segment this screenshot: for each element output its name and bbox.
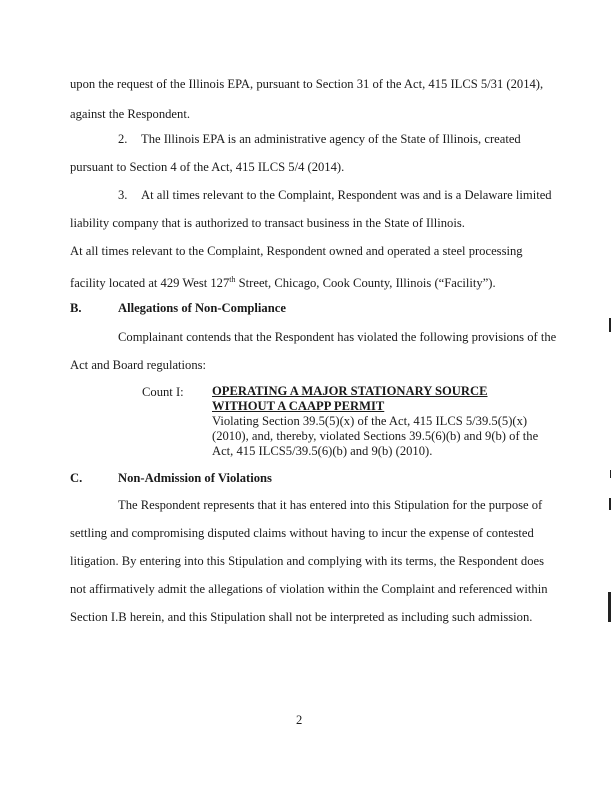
section-b-letter: B. bbox=[70, 301, 82, 315]
scan-edge-mark bbox=[609, 498, 611, 510]
count-desc-line-1: Violating Section 39.5(5)(x) of the Act, 415 ILCS 5/39.5(5)(x) bbox=[212, 414, 528, 428]
paragraph-3-line-1: At all times relevant to the Complaint, Respondent was and is a Delaware limited bbox=[141, 188, 552, 202]
count-block bbox=[212, 384, 538, 459]
paragraph-1-line-1: upon the request of the Illinois EPA, pursuant to Section 31 of the Act, 415 ILCS 5/31 (2014), bbox=[70, 77, 544, 91]
paragraph-3-line-2: liability company that is authorized to transact business in the State of Illinois. bbox=[70, 216, 465, 230]
count-label: Count I: bbox=[142, 385, 184, 399]
count-desc-line-2: (2010), and, thereby, violated Sections 39.5(6)(b) and 9(b) of the bbox=[212, 429, 539, 443]
section-c-heading: Non-Admission of Violations bbox=[118, 471, 272, 485]
count-title-line-2: WITHOUT A CAAPP PERMIT bbox=[212, 399, 385, 413]
section-b-heading: Allegations of Non-Compliance bbox=[118, 301, 286, 315]
page-number: 2 bbox=[296, 713, 303, 727]
paragraph-1-line-2: against the Respondent. bbox=[70, 107, 190, 121]
scan-edge-mark bbox=[609, 318, 611, 332]
paragraph-2-number: 2. bbox=[118, 132, 128, 146]
section-c-line-5: Section I.B herein, and this Stipulation shall not be interpreted as including such admission. bbox=[70, 610, 533, 624]
section-c-line-4: not affirmatively admit the allegations of violation within the Complaint and referenced within bbox=[70, 582, 548, 596]
paragraph-3-number: 3. bbox=[118, 188, 128, 202]
section-c-letter: C. bbox=[70, 471, 83, 485]
section-b-body-line-2: Act and Board regulations: bbox=[70, 358, 207, 372]
count-title-line-1: OPERATING A MAJOR STATIONARY SOURCE bbox=[212, 384, 488, 398]
section-c-line-3: litigation. By entering into this Stipulation and complying with its terms, the Respondent does bbox=[70, 554, 544, 568]
scan-edge-mark bbox=[608, 592, 611, 622]
section-c-line-1: The Respondent represents that it has entered into this Stipulation for the purpose of bbox=[118, 498, 543, 512]
paragraph-4-line-1: At all times relevant to the Complaint, Respondent owned and operated a steel processing bbox=[70, 244, 523, 258]
paragraph-4-line-2: facility located at 429 West 127th Street, Chicago, Cook County, Illinois (“Facility”). bbox=[70, 275, 496, 291]
paragraph-2-line-2: pursuant to Section 4 of the Act, 415 ILCS 5/4 (2014). bbox=[70, 160, 345, 174]
scan-edge-mark bbox=[610, 470, 611, 478]
section-c-line-2: settling and compromising disputed claims without having to incur the expense of contested bbox=[70, 526, 534, 540]
section-b-body-line-1: Complainant contends that the Respondent has violated the following provisions of the bbox=[118, 330, 557, 344]
count-desc-line-3: Act, 415 ILCS5/39.5(6)(b) and 9(b) (2010). bbox=[212, 444, 433, 458]
paragraph-2-line-1: The Illinois EPA is an administrative agency of the State of Illinois, created bbox=[141, 132, 521, 146]
